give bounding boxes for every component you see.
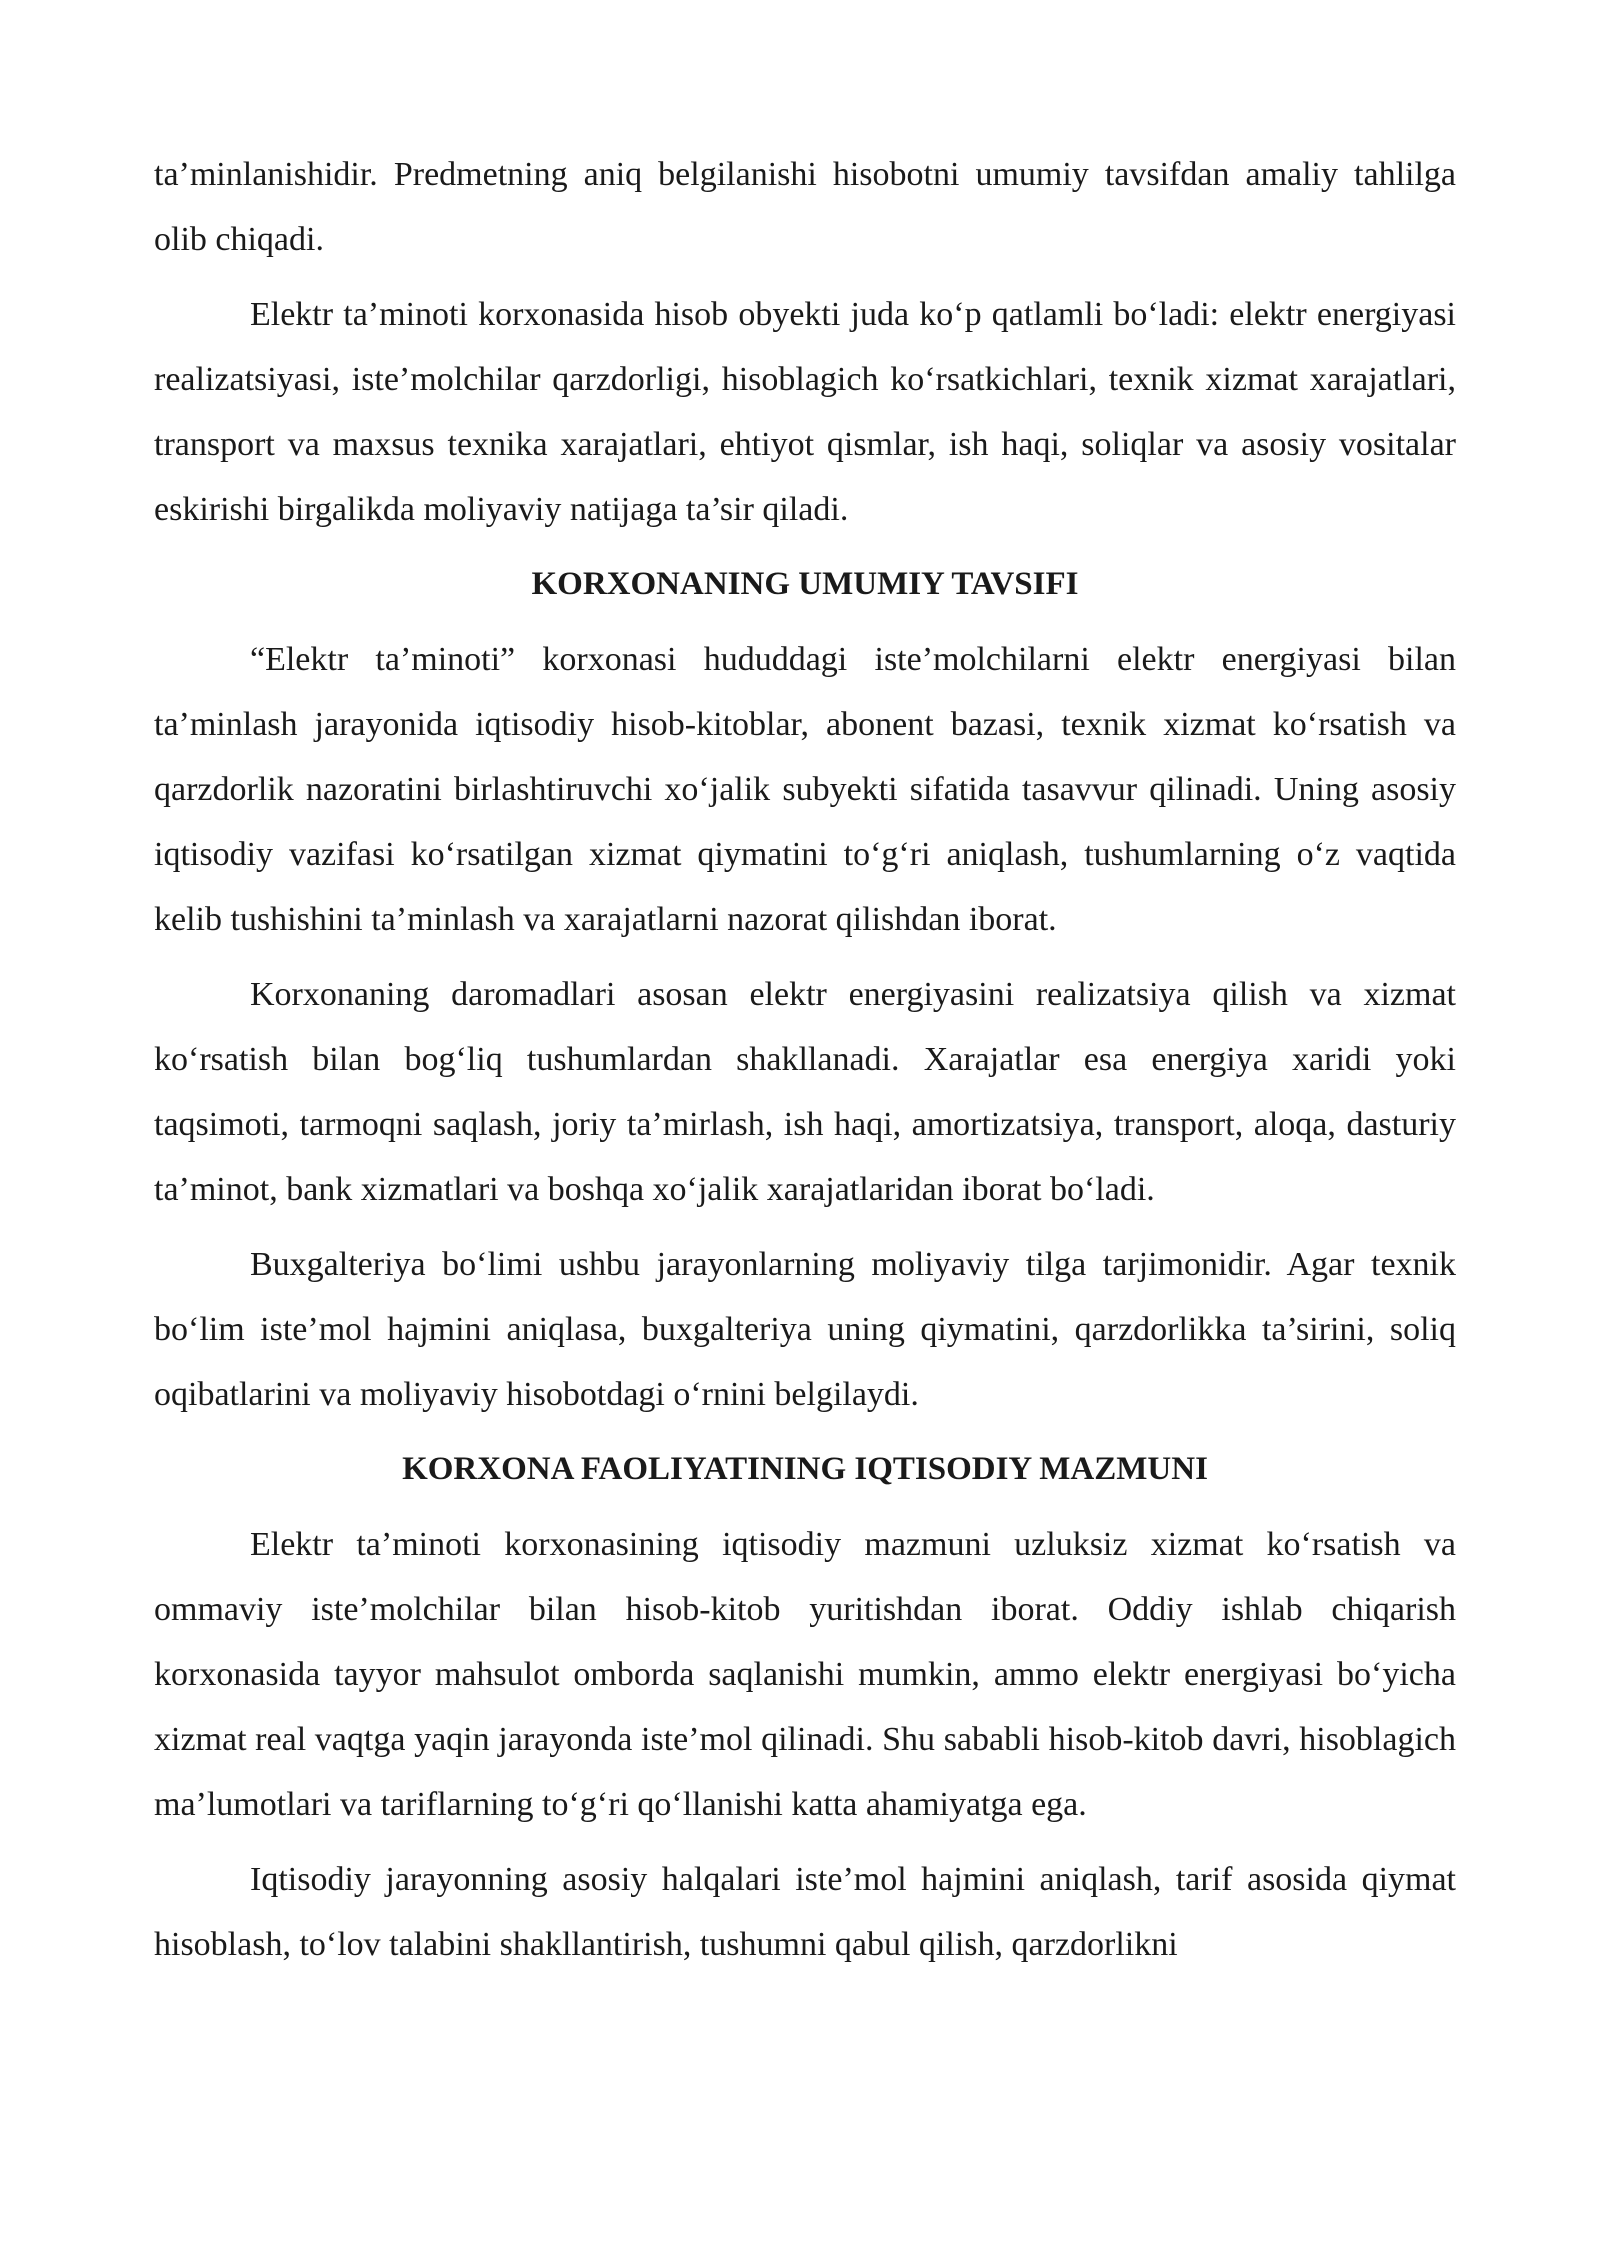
paragraph-continuation: ta’minlanishidir. Predmetning aniq belgilanishi hisobotni umumiy tavsifdan amaliy tahlilga olib chiqadi. (154, 156, 1456, 258)
section-heading-general-description: KORXONANING UMUMIY TAVSIFI (531, 566, 1079, 602)
paragraph-accounting-object: Elektr ta’minoti korxonasida hisob obyekti juda ko‘p qatlamli bo‘ladi: elektr energiyasi realizatsiyasi, iste’molchilar qarzdorligi, hisoblagich ko‘rsatkichlari, texnik xizmat xarajatlari, transport va maxsus texnika xarajatlari, ehtiyot qismlar, ish haqi, soliqlar va asosiy vositalar eskirishi birgalikda moliyaviy natijaga ta’sir qiladi. (154, 296, 1456, 528)
paragraph-revenues-expenses: Korxonaning daromadlari asosan elektr energiyasini realizatsiya qilish va xizmat ko‘rsatish bilan bog‘liq tushumlardan shakllanadi. Xarajatlar esa energiya xaridi yoki taqsimoti, tarmoqni saqlash, joriy ta’mirlash, ish haqi, amortizatsiya, transport, aloqa, dasturiy ta’minot, bank xizmatlari va boshqa xo‘jalik xarajatlaridan iborat bo‘ladi. (154, 976, 1456, 1208)
paragraph-enterprise-overview: “Elektr ta’minoti” korxonasi hududdagi iste’molchilarni elektr energiyasi bilan ta’minlash jarayonida iqtisodiy hisob-kitoblar, abonent bazasi, texnik xizmat ko‘rsatish va qarzdorlik nazoratini birlashtiruvchi xo‘jalik subyekti sifatida tasavvur qilinadi. Uning asosiy iqtisodiy vazifasi ko‘rsatilgan xizmat qiymatini to‘g‘ri aniqlash, tushumlarning o‘z vaqtida kelib tushishini ta’minlash va xarajatlarni nazorat qilishdan iborat. (154, 641, 1456, 938)
paragraph-economic-process: Iqtisodiy jarayonning asosiy halqalari iste’mol hajmini aniqlash, tarif asosida qiymat hisoblash, to‘lov talabini shakllantirish, tushumni qabul qilish, qarzdorlikni (154, 1861, 1456, 1963)
section-heading-economic-content: KORXONA FAOLIYATINING IQTISODIY MAZMUNI (402, 1451, 1208, 1487)
paragraph-accounting-department: Buxgalteriya bo‘limi ushbu jarayonlarning moliyaviy tilga tarjimonidir. Agar texnik bo‘lim iste’mol hajmini aniqlasa, buxgalteriya uning qiymatini, qarzdorlikka ta’sirini, soliq oqibatlarini va moliyaviy hisobotdagi o‘rnini belgilaydi. (154, 1246, 1456, 1413)
paragraph-economic-content: Elektr ta’minoti korxonasining iqtisodiy mazmuni uzluksiz xizmat ko‘rsatish va ommaviy iste’molchilar bilan hisob-kitob yuritishdan iborat. Oddiy ishlab chiqarish korxonasida tayyor mahsulot omborda saqlanishi mumkin, ammo elektr energiyasi bo‘yicha xizmat real vaqtga yaqin jarayonda iste’mol qilinadi. Shu sababli hisob-kitob davri, hisoblagich ma’lumotlari va tariflarning to‘g‘ri qo‘llanishi katta ahamiyatga ega. (154, 1526, 1456, 1823)
document-page (154, 142, 1456, 1987)
